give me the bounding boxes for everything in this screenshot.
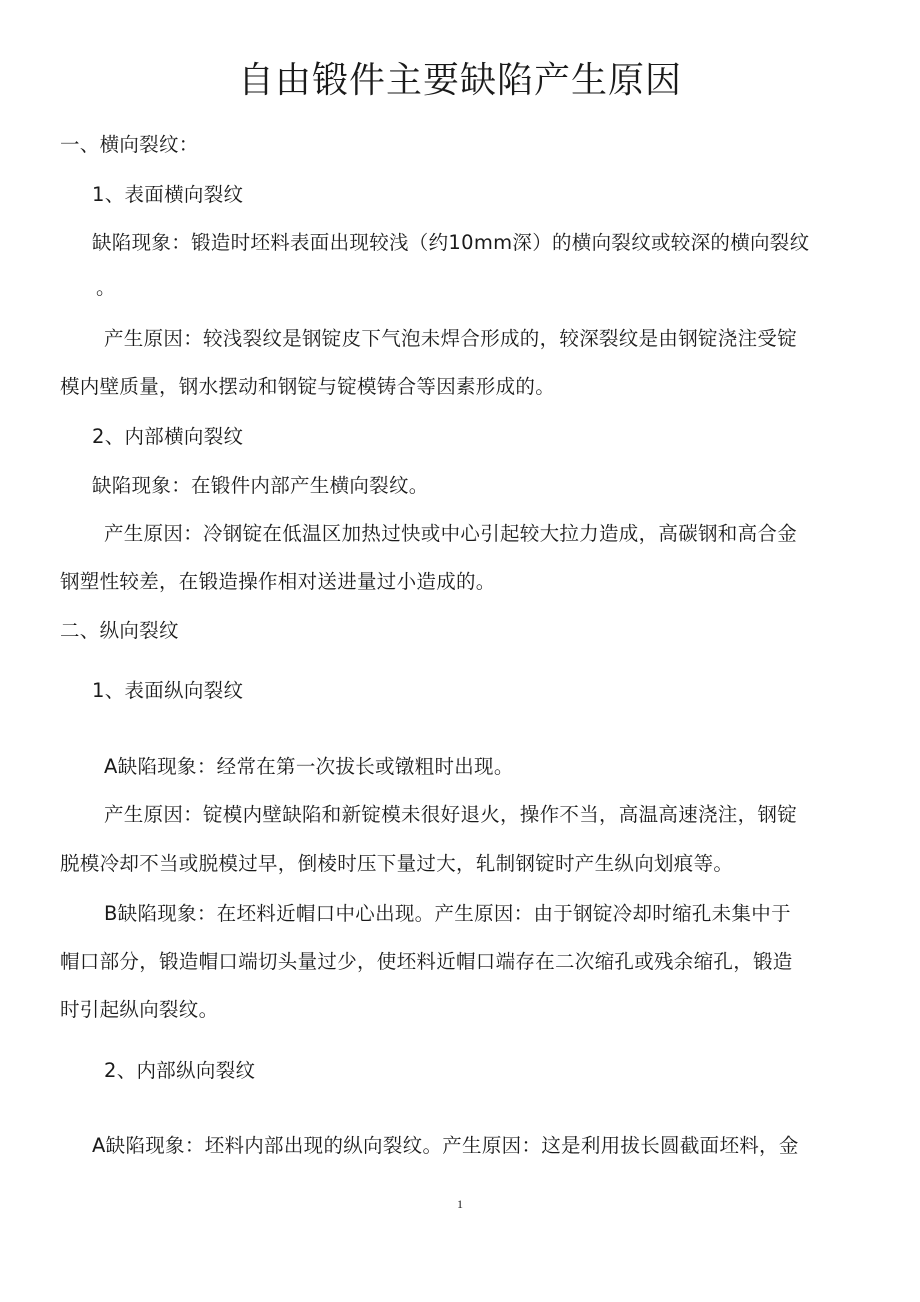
paragraph-line: 产生原因：冷钢锭在低温区加热过快或中心引起较大拉力造成，高碳钢和高合金	[104, 522, 798, 545]
paragraph-line: 时引起纵向裂纹。	[60, 998, 219, 1021]
section-heading-longitudinal-cracks: 二、纵向裂纹	[60, 619, 179, 642]
paragraph-line: 产生原因：锭模内壁缺陷和新锭模未很好退火，操作不当，高温高速浇注，钢锭	[104, 803, 798, 826]
page-number: 1	[457, 1197, 463, 1211]
subsection-heading-surface-transverse: 1、表面横向裂纹	[92, 183, 244, 206]
paragraph-line: 。	[96, 276, 116, 299]
subsection-heading-surface-longitudinal: 1、表面纵向裂纹	[92, 679, 244, 702]
paragraph-line: A缺陷现象：经常在第一次拔长或镦粗时出现。	[104, 755, 514, 778]
paragraph-line: 脱模冷却不当或脱模过早，倒棱时压下量过大，轧制钢锭时产生纵向划痕等。	[60, 852, 734, 875]
paragraph-line: A缺陷现象：坯料内部出现的纵向裂纹。产生原因：这是利用拔长圆截面坯料，金	[92, 1134, 799, 1157]
paragraph-line: 缺陷现象：在锻件内部产生横向裂纹。	[92, 474, 429, 497]
subsection-heading-internal-transverse: 2、内部横向裂纹	[92, 425, 244, 448]
paragraph-line: 帽口部分，锻造帽口端切头量过少，使坯料近帽口端存在二次缩孔或残余缩孔，锻造	[60, 950, 793, 973]
paragraph-line: 产生原因：较浅裂纹是钢锭皮下气泡未焊合形成的，较深裂纹是由钢锭浇注受锭	[104, 327, 798, 350]
section-heading-transverse-cracks: 一、横向裂纹：	[60, 133, 199, 156]
document-title: 自由锻件主要缺陷产生原因	[237, 60, 682, 101]
paragraph-line: 模内壁质量，钢水摆动和钢锭与锭模铸合等因素形成的。	[60, 375, 556, 398]
subsection-heading-internal-longitudinal: 2、内部纵向裂纹	[104, 1059, 256, 1082]
paragraph-line: 钢塑性较差，在锻造操作相对送进量过小造成的。	[60, 570, 496, 593]
paragraph-line: 缺陷现象：锻造时坯料表面出现较浅（约10mm深）的横向裂纹或较深的横向裂纹	[92, 231, 810, 254]
paragraph-line: B缺陷现象：在坯料近帽口中心出现。产生原因：由于钢锭冷却时缩孔未集中于	[104, 902, 791, 925]
